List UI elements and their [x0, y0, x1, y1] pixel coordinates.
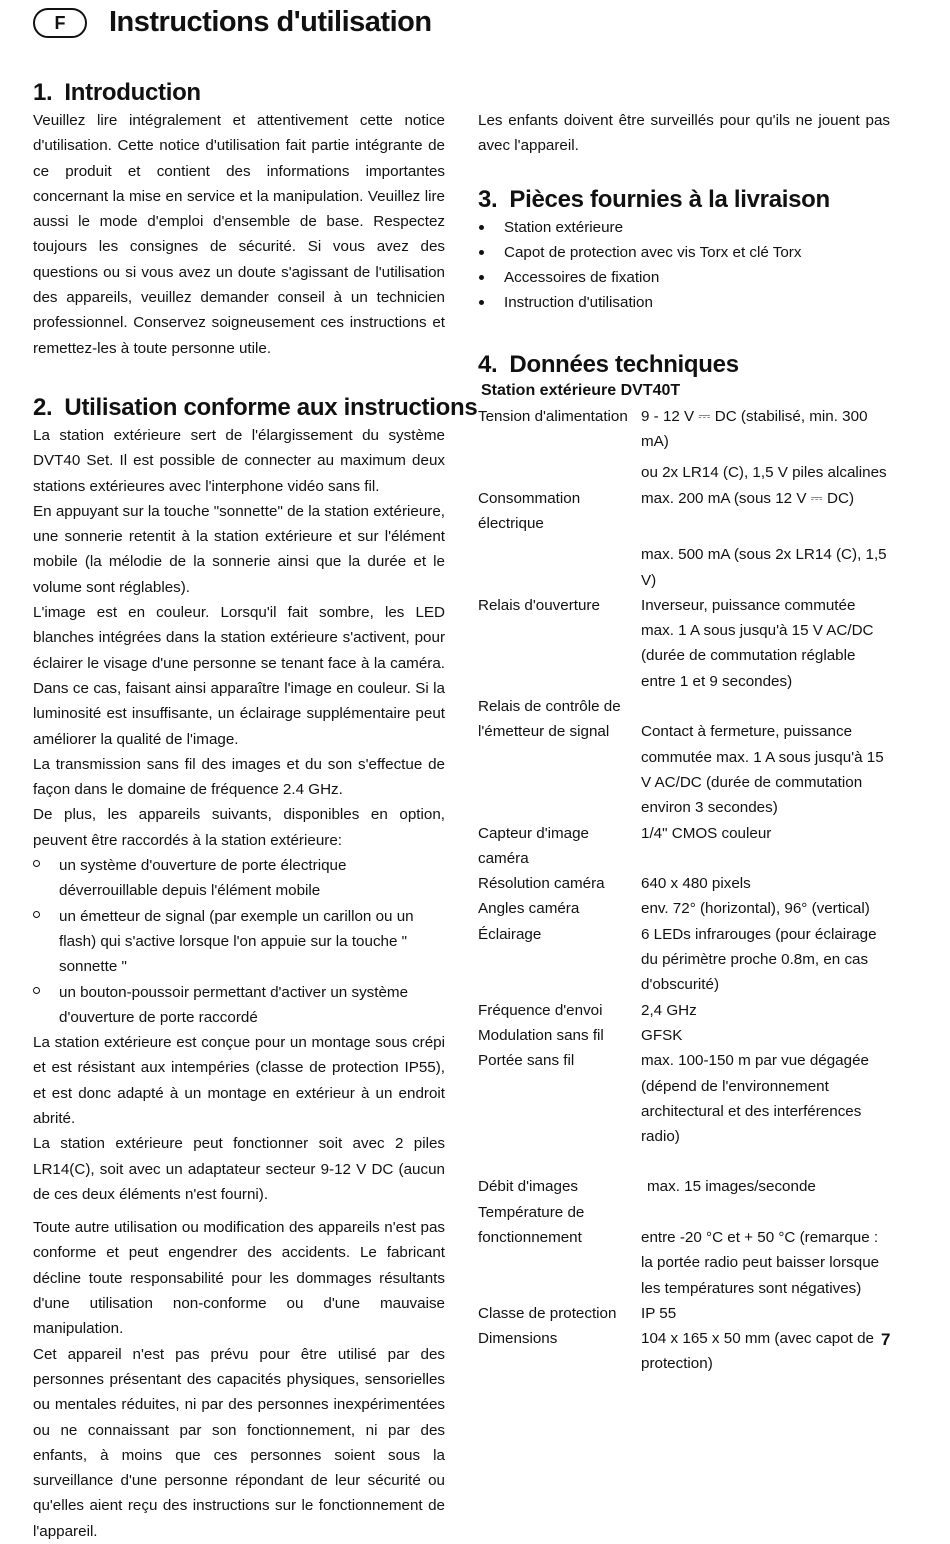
spec-row [478, 1326, 890, 1377]
paragraph: En appuyant sur la touche "sonnette" de la station extérieure, une sonnerie retentit à la station extérieure et sur l'élément mobile (la mélodie de la sonnerie ainsi que la durée et le volume sont réglables). [33, 502, 445, 596]
paragraph: La station extérieure peut fonctionner soit avec 2 piles LR14(C), soit avec un adaptateur secteur 9-12 V DC (aucun de ces deux éléments n'est fourni). [33, 1135, 445, 1203]
spec-value: max. 100-150 m par vue dégagée (dépend de l'environnement architectural et des interférences radio) [641, 1052, 869, 1146]
paragraph: La transmission sans fil des images et du son s'effectue de façon dans le domaine de fréquence 2.4 GHz. [33, 755, 445, 799]
spec-row [478, 1301, 890, 1326]
spec-row [478, 1200, 890, 1225]
option-list [33, 853, 445, 1030]
spec-label: Relais d'ouverture [478, 596, 600, 614]
spec-value: 9 - 12 V ⎓ DC (stabilisé, min. 300 mA) [641, 407, 868, 451]
spec-label: Angles caméra [478, 900, 580, 918]
language-badge: F [33, 8, 87, 38]
section-delivery [478, 185, 890, 316]
spec-label: Température de [478, 1203, 585, 1221]
spec-label: Modulation sans fil [478, 1026, 604, 1044]
option-item: un bouton-poussoir permettant d'activer un système d'ouverture de porte raccordé [33, 980, 445, 1031]
spec-label: Classe de protection [478, 1304, 617, 1322]
spec-row [478, 593, 890, 694]
spec-label: Portée sans fil [478, 1052, 575, 1070]
section-heading [33, 393, 478, 423]
section-introduction [33, 78, 445, 361]
section-title: Introduction [64, 79, 201, 106]
spec-row [478, 404, 890, 455]
page-number: 7 [881, 1330, 891, 1349]
section-specs [478, 350, 890, 1377]
section-number: 4. [478, 350, 498, 378]
spec-label: Résolution caméra [478, 875, 605, 893]
spec-label: l'émetteur de signal [478, 723, 610, 741]
delivery-item: Capot de protection avec vis Torx et clé Torx [478, 240, 890, 265]
continued-paragraph: Les enfants doivent être surveillés pour qu'ils ne jouent pas avec l'appareil. [478, 112, 890, 155]
spec-value: max. 200 mA (sous 12 V ⎓ DC) [641, 489, 855, 507]
section-title: Pièces fournies à la livraison [509, 185, 830, 213]
spec-row [478, 694, 890, 719]
intro-paragraph: Veuillez lire intégralement et attentivement cette notice d'utilisation. Cette notice d'utilisation fait partie intégrante de ce produit et contient des informations importantes concernant la mise en service et la manipulation. Veuillez lire aussi le mode d'emploi d'ensemble de base. Respectez toujours les consignes de sécurité. Si vous avez des questions ou si vous avez un doute s'agissant de l'utilisation des appareils, veuillez demander conseil à un technicien professionnel. Conservez soigneusement ces instructions et remettez-les à toute personne utile. [33, 112, 445, 357]
paragraph: Toute autre utilisation ou modification des appareils n'est pas conforme et peut engendrer des accidents. Le fabricant décline toute responsabilité pour les dommages résultants d'une utilisation non-conforme ou d'une mauvaise manipulation. [33, 1219, 445, 1338]
spec-label: Capteur d'image caméra [478, 824, 589, 867]
spec-value: 104 x 165 x 50 mm (avec capot de protection) [641, 1330, 875, 1373]
spec-value [641, 694, 890, 719]
spec-label: Éclairage [478, 925, 542, 943]
paragraph: La station extérieure sert de l'élargissement du système DVT40 Set. Il est possible de connecter au maximum deux stations extérieures avec l'interphone vidéo sans fil. [33, 426, 445, 495]
spec-row [478, 922, 890, 998]
delivery-item: Accessoires de fixation [478, 265, 890, 290]
spec-row [478, 1023, 890, 1048]
option-item: un émetteur de signal (par exemple un carillon ou un flash) qui s'active lorsque l'on appuie sur la touche " sonnette " [33, 904, 445, 980]
section-heading [33, 78, 445, 108]
paragraph: L'image est en couleur. Lorsqu'il fait sombre, les LED blanches intégrées dans la station extérieure s'activent, pour éclairer le visage d'une personne se tenant face à la caméra. Dans ce cas, faisant ainsi apparaître l'image en couleur. Si la luminosité est insuffisante, un éclairage supplémentaire peut améliorer la qualité de l'image. [33, 604, 445, 748]
paragraph: De plus, les appareils suivants, disponibles en option, peuvent être raccordés à la station extérieure: [33, 806, 445, 849]
spec-value: 6 LEDs infrarouges (pour éclairage du périmètre proche 0.8m, en cas d'obscurité) [641, 925, 877, 994]
section-number: 2. [33, 393, 53, 421]
spec-label: Débit d'images [478, 1178, 578, 1196]
spec-row [478, 1174, 890, 1199]
left-column [33, 78, 478, 1544]
spec-row [478, 896, 890, 921]
spec-value: max. 500 mA (sous 2x LR14 (C), 1,5 V) [641, 546, 887, 589]
spec-row [478, 542, 890, 593]
section-usage [33, 393, 478, 1544]
section-number: 3. [478, 185, 498, 213]
spec-value: Inverseur, puissance commutée max. 1 A sous jusqu'à 15 V AC/DC (durée de commutation réglable entre 1 et 9 secondes) [641, 596, 874, 690]
section-heading [478, 185, 890, 215]
spec-value: 2,4 GHz [641, 1001, 697, 1019]
spec-row [478, 821, 890, 872]
spec-row [478, 486, 890, 537]
right-column [478, 108, 890, 1377]
spec-label: Tension d'alimentation [478, 407, 628, 425]
spec-row [478, 998, 890, 1023]
spec-value: 640 x 480 pixels [641, 875, 751, 893]
spec-label: fonctionnement [478, 1228, 582, 1246]
section-title: Données techniques [509, 350, 739, 378]
spec-label: Relais de contrôle de [478, 698, 621, 716]
spec-row [478, 719, 890, 820]
spec-value: IP 55 [641, 1304, 677, 1322]
spec-value: entre -20 °C et + 50 °C (remarque : la portée radio peut baisser lorsque les températures sont négatives) [641, 1228, 880, 1297]
paragraph: Cet appareil n'est pas prévu pour être utilisé par des personnes présentant des capacités physiques, sensorielles ou mentales réduites, ni par des personnes inexpérimentées ou ne connaissant par son fonctionnement, ni par des enfants, à moins que ces personnes soient sous la surveillance d'une personne répondant de leur sécurité ou qu'elles aient reçu des instructions sur le fonctionnement de l'appareil. [33, 1345, 445, 1540]
spec-label [478, 460, 641, 485]
spec-label: Dimensions [478, 1330, 558, 1348]
spec-subheading: Station extérieure DVT40T [481, 381, 681, 399]
page-header [33, 4, 913, 44]
spec-value: Contact à fermeture, puissance commutée max. 1 A sous jusqu'à 15 V AC/DC (durée de commutation environ 3 secondes) [641, 723, 884, 817]
spec-value: env. 72° (horizontal), 96° (vertical) [641, 900, 870, 918]
spec-value: 1/4" CMOS couleur [641, 824, 772, 842]
spec-table [478, 404, 890, 1377]
paragraph: La station extérieure est conçue pour un montage sous crépi et est résistant aux intempéries (classe de protection IP55), et est donc adapté à un montage en extérieur à un endroit abrité. [33, 1034, 445, 1127]
spec-label: Consommation électrique [478, 489, 581, 532]
section-heading [478, 350, 890, 380]
option-item: un système d'ouverture de porte électrique déverrouillable depuis l'élément mobile [33, 853, 445, 904]
delivery-item: Instruction d'utilisation [478, 290, 890, 315]
spec-row [478, 1048, 890, 1149]
delivery-item: Station extérieure [478, 215, 890, 240]
section-number: 1. [33, 79, 53, 106]
spec-value: GFSK [641, 1026, 683, 1044]
spec-label: Fréquence d'envoi [478, 1001, 603, 1019]
document-title: Instructions d'utilisation [109, 6, 432, 38]
spec-value: ou 2x LR14 (C), 1,5 V piles alcalines [641, 464, 887, 482]
spec-row [478, 871, 890, 896]
spec-value [641, 1200, 890, 1225]
section-title: Utilisation conforme aux instructions [64, 393, 478, 421]
delivery-list [478, 215, 890, 316]
spec-row [478, 460, 890, 485]
spec-value: max. 15 images/seconde [647, 1178, 816, 1196]
spec-label [478, 542, 641, 593]
spec-row [478, 1225, 890, 1301]
